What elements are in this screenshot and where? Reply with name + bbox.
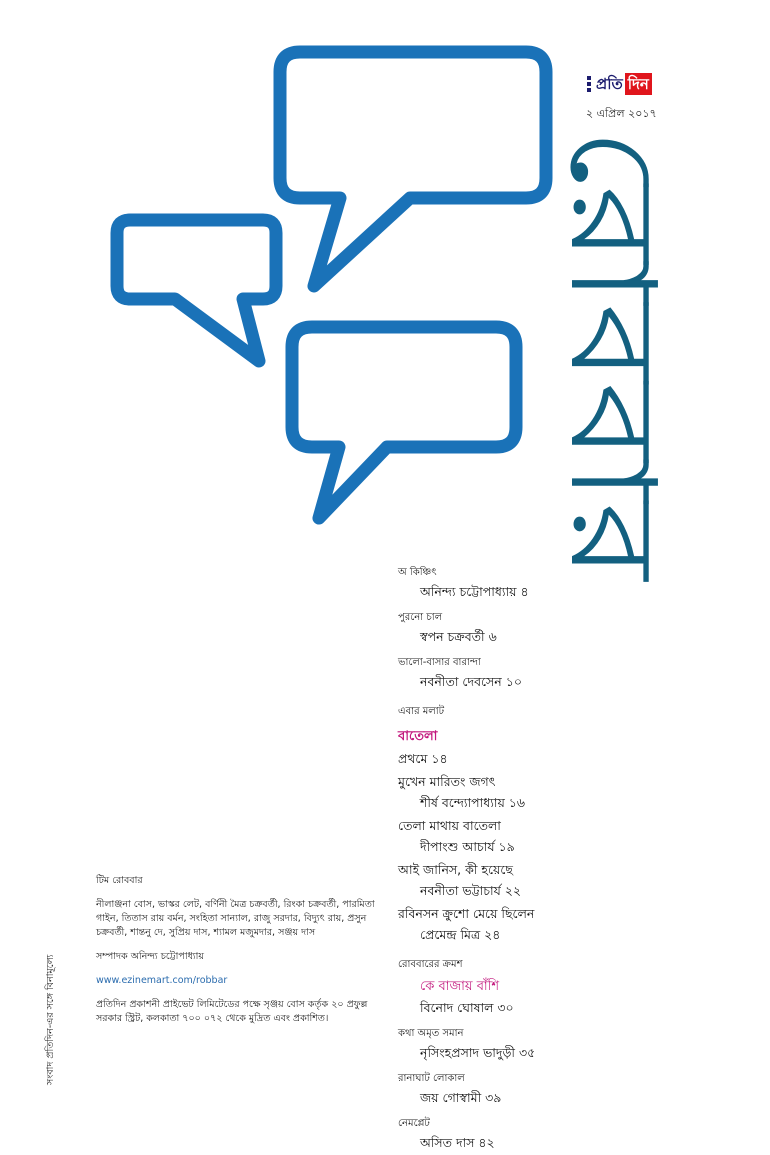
toc-section-label: রানাঘাট লোকাল bbox=[398, 1073, 465, 1084]
website-link[interactable]: www.ezinemart.com/robbar bbox=[96, 975, 228, 986]
team-label: টিম রোববার bbox=[96, 875, 143, 886]
logo-dots bbox=[587, 73, 592, 95]
toc-article-title: তেলা মাথায় বাতেলা bbox=[398, 818, 501, 833]
toc-entry: জয় গোস্বামী ৩৯ bbox=[420, 1090, 502, 1105]
toc-article-author: দীপাংশু আচার্য ১৯ bbox=[420, 839, 515, 854]
editor-credit: সম্পাদক অনিন্দ্য চট্টোপাধ্যায় bbox=[96, 951, 205, 962]
toc-entry: বিনোদ ঘোষাল ৩০ bbox=[420, 1000, 514, 1015]
toc-entry: অসিত দাস ৪২ bbox=[420, 1135, 495, 1150]
serial-title: কে বাজায় বাঁশি bbox=[420, 979, 500, 994]
vertical-distribution-note: সংবাদ প্রতিদিন-এর সঙ্গে বিনামূল্যে bbox=[45, 954, 56, 1085]
toc-section-label: নেমপ্লেট bbox=[398, 1118, 430, 1129]
toc-article-title: আই জানিস, কী হয়েছে bbox=[398, 862, 513, 877]
toc-entry: নবনীতা দেবসেন ১০ bbox=[420, 674, 522, 689]
toc-article-title: রবিনসন ক্রুশো মেয়ে ছিলেন bbox=[398, 906, 535, 921]
toc-article-author: প্রেমেন্দ্র মিত্র ২৪ bbox=[420, 927, 501, 942]
logo-text-part2: দিন bbox=[625, 73, 652, 95]
small-speech-bubble-icon bbox=[117, 220, 276, 361]
imprint-block bbox=[96, 874, 396, 1036]
issue-date: ২ এপ্রিল ২০১৭ bbox=[586, 107, 657, 120]
medium-speech-bubble-icon bbox=[292, 327, 516, 518]
toc-article-author: নবনীতা ভট্টাচার্য ২২ bbox=[420, 883, 522, 898]
large-speech-bubble-icon bbox=[280, 52, 546, 286]
toc-section-label: কথা অমৃত সমান bbox=[398, 1028, 464, 1039]
cover-story-label: এবার মলাট bbox=[398, 706, 445, 717]
pratidin-logo bbox=[587, 73, 652, 95]
cover-story-title: বাতেলা bbox=[398, 729, 438, 744]
toc-section-label: ভালো-বাসার বারান্দা bbox=[398, 657, 481, 668]
masthead-title: রোববার bbox=[544, 128, 682, 506]
toc-article-title: মুখেন মারিতং জগৎ bbox=[398, 774, 496, 789]
toc-article-title: প্রথমে ১৪ bbox=[398, 751, 448, 766]
serial-label: রোববারের ক্রমশ bbox=[398, 959, 463, 970]
publisher-note: প্রতিদিন প্রকাশনী প্রাইভেট লিমিটেডের পক্ষে সৃঞ্জয় বোস কর্তৃক ২০ প্রফুল্ল সরকার স্ট্রিট, কলকাতা ৭০০ ০৭২ থেকে মুদ্রিত এবং প্রকাশিত। bbox=[96, 999, 368, 1024]
toc-section-label: পুরনো চাল bbox=[398, 612, 443, 623]
team-members: নীলাঞ্জনা বোস, ভাস্কর লেট, বর্ণিনী মৈত্র চক্রবর্তী, রিংকা চক্রবর্তী, পারমিতা গাইন, তিতাস রায় বর্মন, সংহিতা সান্যাল, রাজু সরদার, বিদ্যুৎ রায়, প্রসুন চক্রবর্তী, শান্তনু দে, সুপ্রিয় দাস, শ্যামল মজুমদার, সঞ্জয় দাস bbox=[96, 899, 375, 938]
toc-section-label: অ কিঞ্চিৎ bbox=[398, 567, 437, 578]
toc-entry: অনিন্দ্য চট্টোপাধ্যায় ৪ bbox=[420, 584, 529, 599]
logo-text-part1: প্রতি bbox=[596, 75, 623, 93]
toc-entry: স্বপন চক্রবর্তী ৬ bbox=[420, 629, 497, 644]
toc-article-author: শীর্ষ বন্দ্যোপাধ্যায় ১৬ bbox=[420, 795, 526, 810]
toc-entry: নৃসিংহপ্রসাদ ভাদুড়ী ৩৫ bbox=[420, 1045, 536, 1060]
table-of-contents bbox=[398, 565, 738, 1155]
